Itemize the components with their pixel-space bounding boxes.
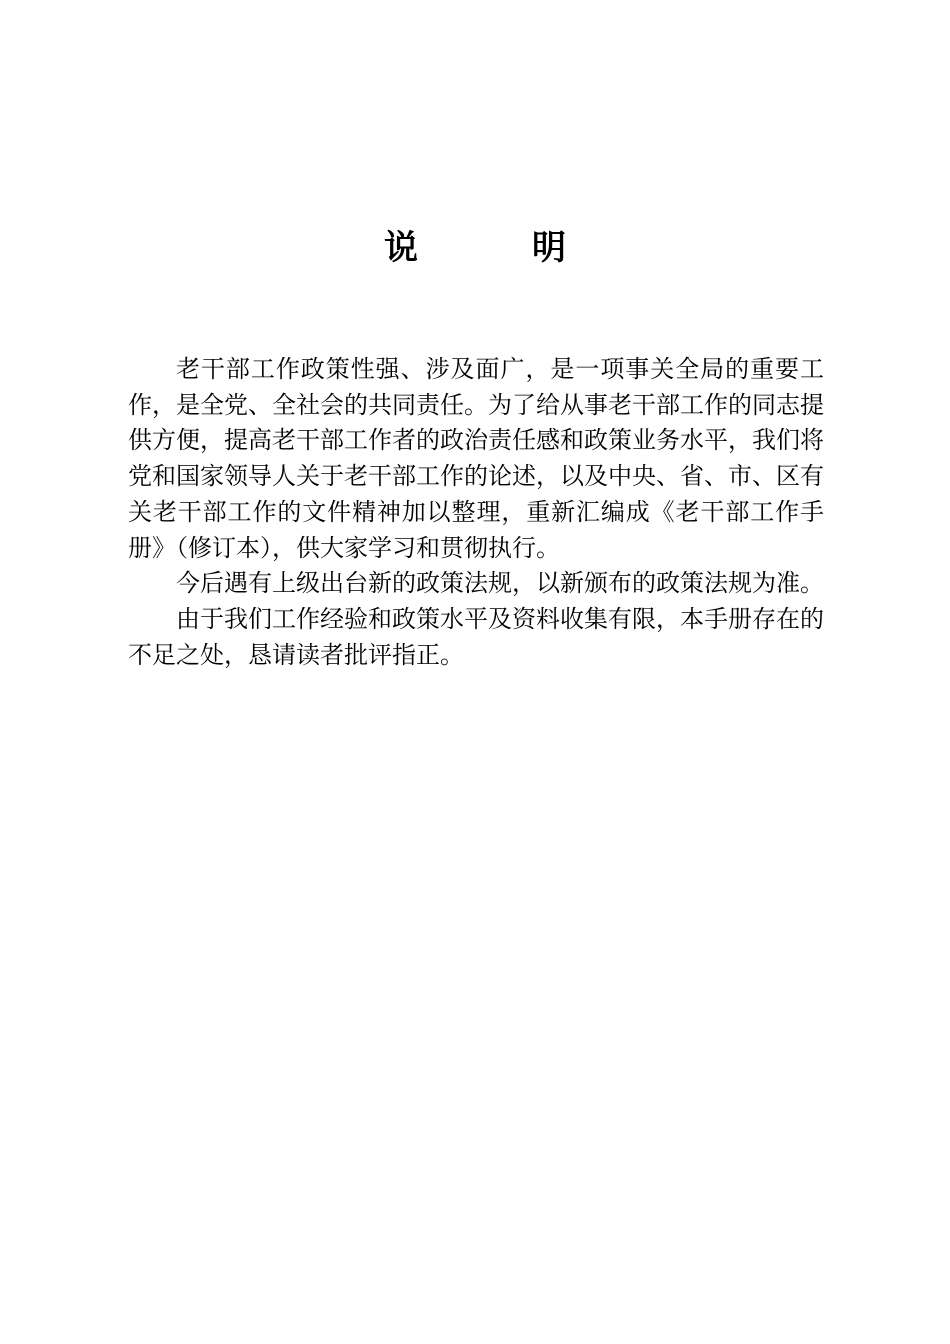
paragraph-policy-note: 今后遇有上级出台新的政策法规，以新颁布的政策法规为准。 xyxy=(176,569,824,598)
paragraph-disclaimer: 由于我们工作经验和政策水平及资料收集有限，本手册存在的不足之处，恳请读者批评指正。 xyxy=(128,604,824,669)
page-title: 说 明 xyxy=(384,228,606,268)
paragraph-intro: 老干部工作政策性强、涉及面广，是一项事关全局的重要工作，是全党、全社会的共同责任。为了给从事老干部工作的同志提供方便，提高老干部工作者的政治责任感和政策业务水平，我们将党和国家领导人关于老干部工作的论述，以及中央、省、市、区有关老干部工作的文件精神加以整理，重新汇编成《老干部工作手册》（修订本），供大家学习和贯彻执行。 xyxy=(128,355,824,562)
document-body xyxy=(128,352,824,673)
